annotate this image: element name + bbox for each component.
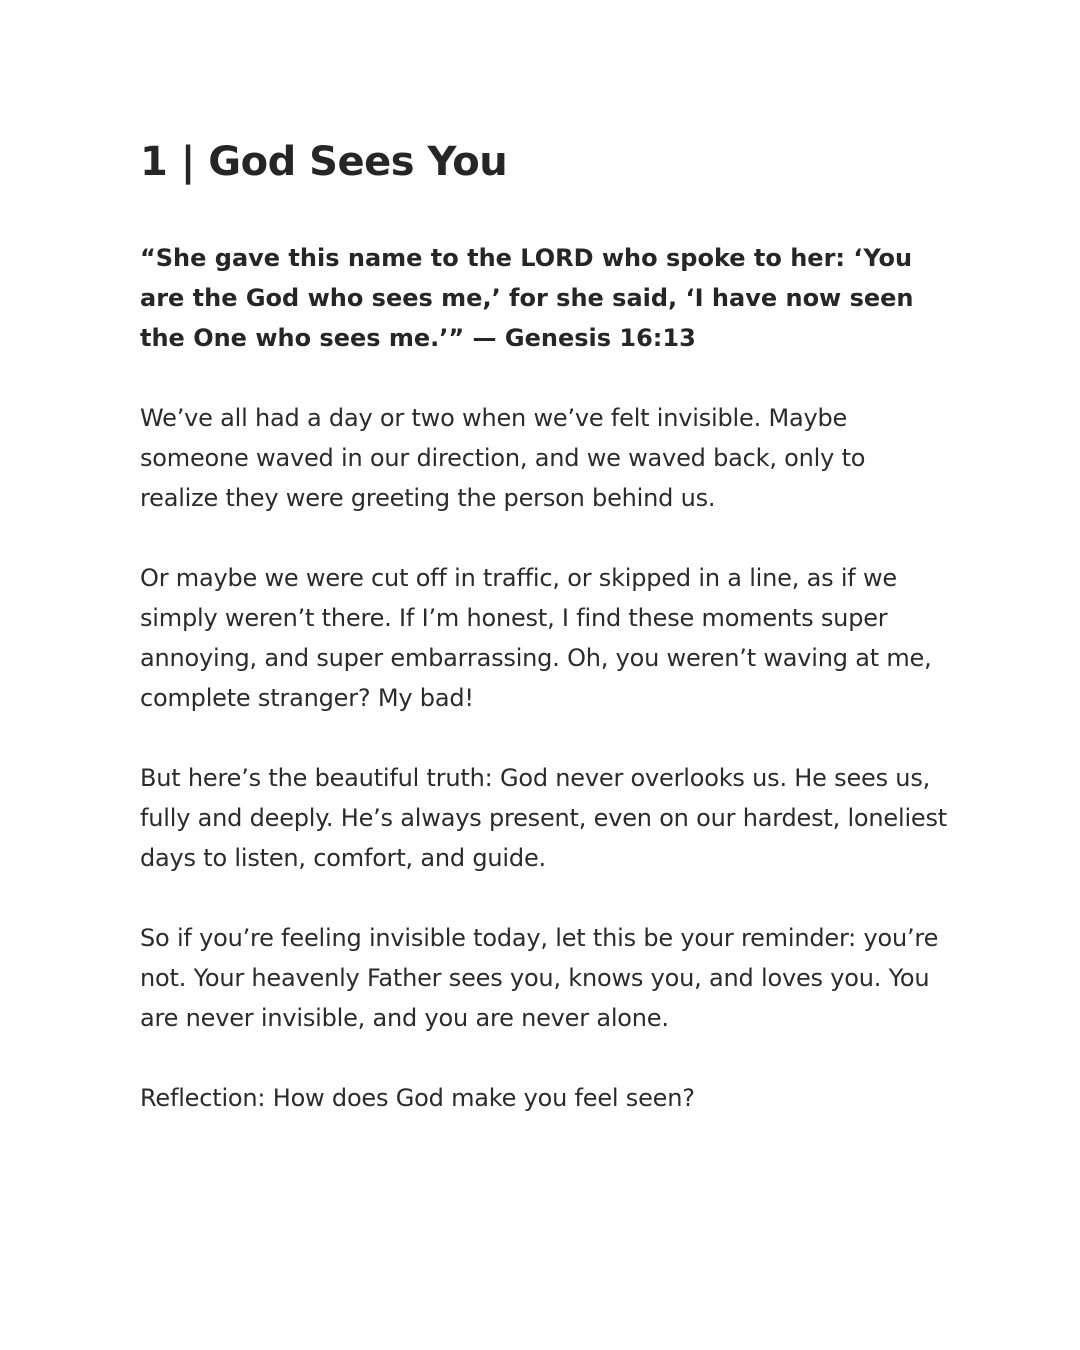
paragraph-3: But here’s the beautiful truth: God never overlooks us. He sees us, fully and deeply. He’s always present, even on our hardest, loneliest days to listen, comfort, and guide.: [140, 764, 947, 872]
reflection-question: Reflection: How does God make you feel seen?: [140, 1084, 695, 1112]
paragraph-2: Or maybe we were cut off in traffic, or skipped in a line, as if we simply weren’t there. If I’m honest, I find these moments super annoying, and super embarrassing. Oh, you weren’t waving at me, complete stranger? My bad!: [140, 564, 932, 712]
paragraph-1: We’ve all had a day or two when we’ve felt invisible. Maybe someone waved in our direction, and we waved back, only to realize they were greeting the person behind us.: [140, 404, 866, 512]
paragraph-4: So if you’re feeling invisible today, let this be your reminder: you’re not. Your heavenly Father sees you, knows you, and loves you. You are never invisible, and you are never alone.: [140, 924, 939, 1032]
scripture-verse: “She gave this name to the LORD who spoke to her: ‘You are the God who sees me,’ for she said, ‘I have now seen the One who sees me.’” — Genesis 16:13: [140, 244, 914, 352]
page-title: 1 | God Sees You: [140, 139, 508, 185]
devotional-page: [140, 130, 950, 1118]
